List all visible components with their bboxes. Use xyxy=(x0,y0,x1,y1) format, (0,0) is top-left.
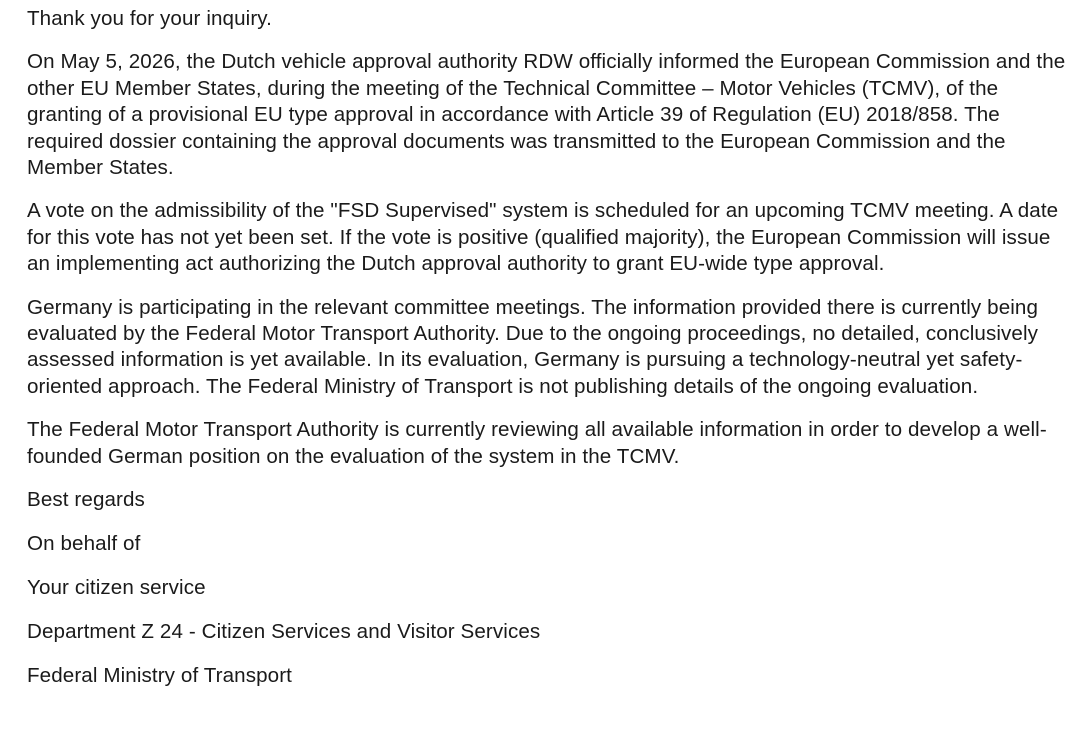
paragraph-vote: A vote on the admissibility of the "FSD Supervised" system is scheduled for an upcoming TCMV meeting. A date for this vote has not yet been set. If the vote is positive (qualified majority), the European Commission will issue an implementing act authorizing the Dutch approval authority to grant EU-wide type approval. xyxy=(27,199,1059,276)
letter-body xyxy=(27,6,1067,689)
paragraph-kba-review: The Federal Motor Transport Authority is currently reviewing all available information in order to develop a well-founded German position on the evaluation of the system in the TCMV. xyxy=(27,418,1047,468)
service-line: Your citizen service xyxy=(27,575,206,599)
closing-line: Best regards xyxy=(27,488,145,512)
paragraph-rdw-approval: On May 5, 2026, the Dutch vehicle approval authority RDW officially informed the European Commission and the other EU Member States, during the meeting of the Technical Committee – Motor Vehicles (TCMV), of the granting of a provisional EU type approval in accordance with Article 39 of Regulation (EU) 2018/858. The required dossier containing the approval documents was transmitted to the European Commission and the Member States. xyxy=(27,50,1066,180)
ministry-line: Federal Ministry of Transport xyxy=(27,663,292,687)
paragraph-germany-evaluation: Germany is participating in the relevant committee meetings. The information provided there is currently being evaluated by the Federal Motor Transport Authority. Due to the ongoing proceedings, no detailed, conclusively assessed information is yet available. In its evaluation, Germany is pursuing a technology-neutral yet safety-oriented approach. The Federal Ministry of Transport is not publishing details of the ongoing evaluation. xyxy=(27,295,1039,398)
department-line: Department Z 24 - Citizen Services and Visitor Services xyxy=(27,619,541,643)
greeting-line: Thank you for your inquiry. xyxy=(27,7,272,30)
on-behalf-line: On behalf of xyxy=(27,532,141,555)
